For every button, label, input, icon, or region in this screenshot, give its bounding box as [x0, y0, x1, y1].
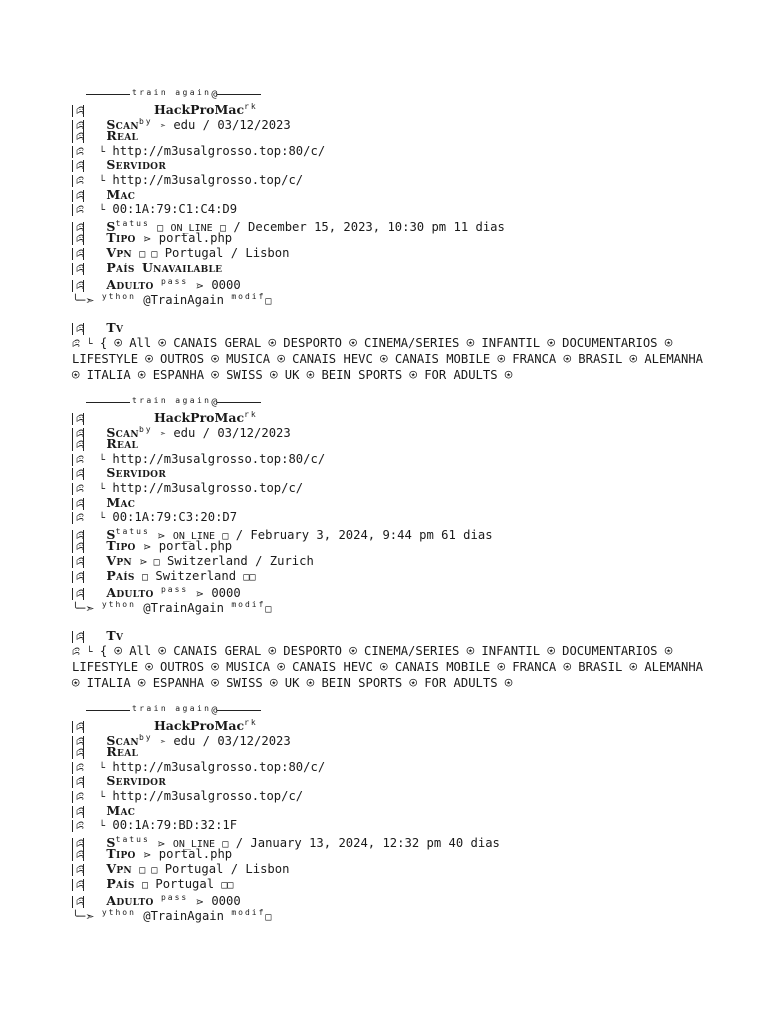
- status-value: ON_LINE: [170, 222, 213, 234]
- vpn-row: ꕸ Vpn □ □ Portugal / Lisbon: [72, 862, 762, 877]
- real-url-row: ꕸ └ http://m3usalgrosso.top:80/c/: [72, 144, 762, 159]
- pais-row: ꕸ País □ Portugal □□: [72, 877, 762, 892]
- vpn-row: ꕸ Vpn ⋗ □ Switzerland / Zurich: [72, 554, 762, 569]
- adulto-row: ꕸ Adulto $^{pass}$ ⋗ 0000: [72, 583, 762, 598]
- footer-row: ╰─➣ $^{ython}$ @TrainAgain $^{modif}$□: [72, 291, 272, 307]
- pais-row: ꕸ País Unavailable: [72, 261, 762, 276]
- tipo-row: ꕸ Tipo ⋗ portal.php: [72, 539, 762, 554]
- servidor-url-row: ꕸ └ http://m3usalgrosso.top/c/: [72, 173, 762, 188]
- brand-name: HackProMac: [154, 718, 245, 733]
- real-url-row: ꕸ └ http://m3usalgrosso.top:80/c/: [72, 760, 762, 775]
- tv-category-list: ꕸ └ { ⍟ All ⍟ CANAIS GERAL ⍟ DESPORTO ⍟ CINEMA/SERIES ⍟ INFANTIL ⍟ DOCUMENTARIOS ⍟ LIFESTYLE ⍟ OUTROS ⍟ MUSICA ⍟ CANAIS HEVC ⍟ CANAIS MOBILE ⍟ FRANCA ⍟ BRASIL ⍟ ALEMANHA ⍟ ITALIA ⍟ ESPANHA ⍟ SWISS ⍟ UK ⍟ BEIN SPORTS ⍟ FOR ADULTS ⍟: [72, 643, 704, 690]
- mac-row: ꕸ Mac: [72, 188, 762, 203]
- brand-row: ꕸ HackProMac$^{rk}$: [72, 100, 762, 115]
- mac-row: ꕸ Mac: [72, 496, 762, 511]
- servidor-row: ꕸ Servidor: [72, 466, 762, 481]
- servidor-row: ꕸ Servidor: [72, 774, 762, 789]
- real-url-row: ꕸ └ http://m3usalgrosso.top:80/c/: [72, 452, 762, 467]
- adulto-row: ꕸ Adulto $^{pass}$ ⋗ 0000: [72, 275, 762, 290]
- entry-header: $^{train again}$@: [72, 394, 762, 408]
- scan-row: ꕸ Scan$^{by}$ ➣ edu / 03/12/2023: [72, 423, 762, 438]
- servidor-url-row: ꕸ └ http://m3usalgrosso.top/c/: [72, 789, 762, 804]
- brand-name: HackProMac: [154, 102, 245, 117]
- real-row: ꕸ Real: [72, 745, 762, 760]
- status-row: ꕸ $S^{tatus}$ □ ON_LINE □ / December 15, 2023, 10:30 pm 11 dias: [72, 217, 762, 232]
- tv-row: ꕸ Tv: [72, 629, 762, 644]
- tv-block-1: [72, 321, 762, 383]
- tipo-row: ꕸ Tipo ⋗ portal.php: [72, 231, 762, 246]
- status-row: ꕸ $S^{tatus}$ ⋗ ON_LINE □ / January 13, 2024, 12:32 pm 40 dias: [72, 833, 762, 848]
- mac-value-row: ꕸ └ 00:1A:79:C1:C4:D9: [72, 202, 762, 217]
- tv-block-2: [72, 629, 762, 691]
- tv-row: ꕸ Tv: [72, 321, 762, 336]
- real-url: http://m3usalgrosso.top:80/c/: [112, 143, 326, 158]
- servidor-row: ꕸ Servidor: [72, 158, 762, 173]
- mac-row: ꕸ Mac: [72, 804, 762, 819]
- brand-row: ꕸ HackProMac$^{rk}$: [72, 408, 762, 423]
- servidor-url: http://m3usalgrosso.top/c/: [112, 172, 304, 187]
- footer-handle: @TrainAgain: [143, 292, 224, 307]
- tipo-row: ꕸ Tipo ⋗ portal.php: [72, 847, 762, 862]
- scan-row: ꕸ Scan$^{by}$ ➣ edu / 03/12/2023: [72, 115, 762, 130]
- footer-row: ╰─➣ $^{ython}$ @TrainAgain $^{modif}$□: [72, 907, 272, 923]
- entry-header: $^{train again}$@: [72, 702, 762, 716]
- scan-value: edu / 03/12/2023: [173, 117, 291, 132]
- tv-category-list: ꕸ └ { ⍟ All ⍟ CANAIS GERAL ⍟ DESPORTO ⍟ CINEMA/SERIES ⍟ INFANTIL ⍟ DOCUMENTARIOS ⍟ LIFESTYLE ⍟ OUTROS ⍟ MUSICA ⍟ CANAIS HEVC ⍟ CANAIS MOBILE ⍟ FRANCA ⍟ BRASIL ⍟ ALEMANHA ⍟ ITALIA ⍟ ESPANHA ⍟ SWISS ⍟ UK ⍟ BEIN SPORTS ⍟ FOR ADULTS ⍟: [72, 335, 704, 382]
- scan-row: ꕸ Scan$^{by}$ ➣ edu / 03/12/2023: [72, 731, 762, 746]
- mac-value-row: ꕸ └ 00:1A:79:C3:20:D7: [72, 510, 762, 525]
- adulto-row: ꕸ Adulto $^{pass}$ ⋗ 0000: [72, 891, 762, 906]
- entry-block-1: [72, 86, 762, 307]
- footer-row: ╰─➣ $^{ython}$ @TrainAgain $^{modif}$□: [72, 599, 272, 615]
- mac-address: 00:1A:79:C1:C4:D9: [112, 202, 238, 217]
- pais-row: ꕸ País □ Switzerland □□: [72, 569, 762, 584]
- expiry: / December 15, 2023, 10:30 pm 11 dias: [233, 219, 505, 234]
- brand-name: HackProMac: [154, 410, 245, 425]
- servidor-url-row: ꕸ └ http://m3usalgrosso.top/c/: [72, 481, 762, 496]
- brand-row: ꕸ HackProMac$^{rk}$: [72, 716, 762, 731]
- entry-block-2: [72, 394, 762, 615]
- status-row: ꕸ $S^{tatus}$ ⋗ ON_LINE □ / February 3, 2024, 9:44 pm 61 dias: [72, 525, 762, 540]
- real-row: ꕸ Real: [72, 437, 762, 452]
- mac-value-row: ꕸ └ 00:1A:79:BD:32:1F: [72, 818, 762, 833]
- real-row: ꕸ Real: [72, 129, 762, 144]
- entry-header: $^{train again}$@: [72, 86, 762, 100]
- vpn-row: ꕸ Vpn □ □ Portugal / Lisbon: [72, 246, 762, 261]
- entry-block-3: [72, 702, 762, 923]
